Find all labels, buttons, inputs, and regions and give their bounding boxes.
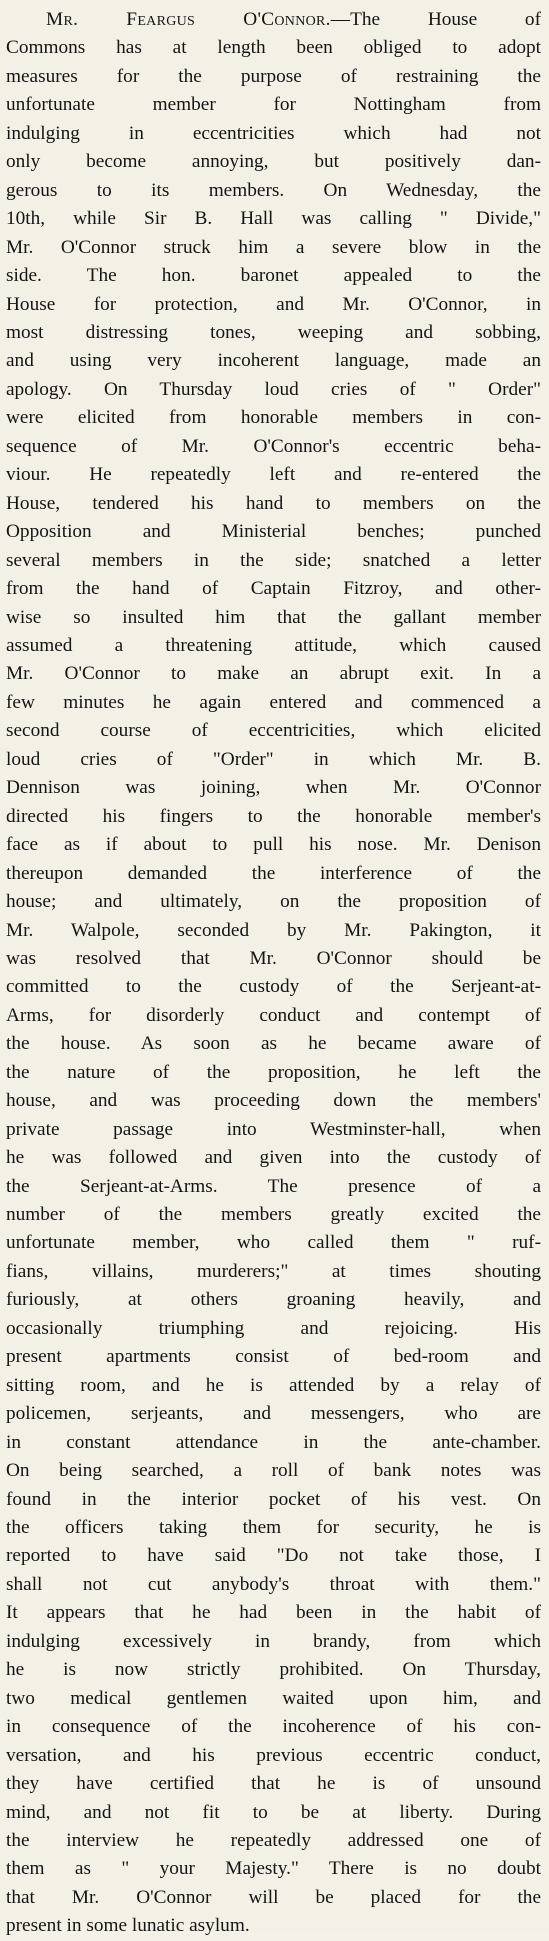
article-line: wise so insulted him that the gallant member (6, 606, 541, 628)
article-line: house; and ultimately, on the proposition of (6, 891, 541, 913)
article-line: directed his fingers to the honorable member's (6, 805, 541, 827)
article-line: private passage into Westminster-hall, when (6, 1118, 541, 1140)
article-line: few minutes he again entered and commenced a (6, 691, 541, 713)
article-line: that Mr. O'Connor will be placed for the (6, 1886, 541, 1908)
article-line: sequence of Mr. O'Connor's eccentric beha- (6, 435, 541, 457)
article-line: sitting room, and he is attended by a relay of (6, 1374, 541, 1396)
article-line: the officers taking them for security, he is (6, 1517, 541, 1539)
article-line: assumed a threatening attitude, which caused (6, 634, 541, 656)
article-line: House, tendered his hand to members on the (6, 492, 541, 514)
article-line: thereupon demanded the interference of the (6, 862, 541, 884)
article-line: in consequence of the incoherence of his con- (6, 1716, 541, 1738)
article-line: unfortunate member for Nottingham from (6, 94, 541, 116)
article-line: unfortunate member, who called them " ruf- (6, 1232, 541, 1254)
article-line: from the hand of Captain Fitzroy, and other- (6, 578, 541, 600)
article-line: furiously, at others groaning heavily, and (6, 1289, 541, 1311)
article-line: two medical gentlemen waited upon him, and (6, 1687, 541, 1709)
article-line-text: —The House of (330, 9, 541, 30)
article-line: loud cries of "Order" in which Mr. B. (6, 748, 541, 770)
article-line (6, 6, 541, 34)
article-line: them as " your Majesty." There is no doubt (6, 1858, 541, 1880)
article-line: mind, and not fit to be at liberty. During (6, 1801, 541, 1823)
article-line: several members in the side; snatched a letter (6, 549, 541, 571)
article-line: occasionally triumphing and rejoicing. His (6, 1317, 541, 1339)
article-line: the interview he repeatedly addressed one of (6, 1830, 541, 1851)
article-line: he was followed and given into the custody of (6, 1147, 541, 1169)
article-line: the Serjeant-at-Arms. The presence of a (6, 1175, 541, 1197)
article-line: number of the members greatly excited the (6, 1204, 541, 1226)
article-line: found in the interior pocket of his vest. On (6, 1488, 541, 1510)
article-line: face as if about to pull his nose. Mr. Denison (6, 834, 541, 856)
article-paragraph (6, 6, 541, 1941)
article-line: second course of eccentricities, which elicited (6, 720, 541, 742)
article-line: Mr. O'Connor to make an abrupt exit. In a (6, 663, 541, 685)
article-line: measures for the purpose of restraining the (6, 65, 541, 87)
article-line: Dennison was joining, when Mr. O'Connor (6, 777, 541, 799)
article-line: policemen, serjeants, and messengers, who are (6, 1403, 541, 1425)
article-line: 10th, while Sir B. Hall was calling " Divide," (6, 208, 541, 230)
article-line: indulging in eccentricities which had not (6, 122, 541, 144)
article-line: he is now strictly prohibited. On Thursday, (6, 1659, 541, 1681)
article-line: Opposition and Ministerial benches; punched (6, 521, 541, 543)
article-line: present apartments consist of bed-room and (6, 1346, 541, 1368)
article-line: shall not cut anybody's throat with them." (6, 1573, 541, 1595)
article-line: committed to the custody of the Serjeant-at- (6, 976, 541, 998)
article-line: fians, villains, murderers;" at times shouting (6, 1260, 541, 1282)
article-headline: Mr. Feargus O'Connor. (46, 9, 331, 30)
article-line: side. The hon. baronet appealed to the (6, 265, 541, 287)
article-line: most distressing tones, weeping and sobbing, (6, 321, 541, 343)
article-line: Commons has at length been obliged to adopt (6, 37, 541, 59)
article-line: only become annoying, but positively dan- (6, 151, 541, 173)
article-line: in constant attendance in the ante-chamber. (6, 1431, 541, 1453)
article-line: reported to have said "Do not take those, I (6, 1545, 541, 1567)
article-line: were elicited from honorable members in con- (6, 407, 541, 429)
article-line: Arms, for disorderly conduct and contempt of (6, 1004, 541, 1026)
article-line: It appears that he had been in the habit of (6, 1602, 541, 1624)
article-line: apology. On Thursday loud cries of " Order" (6, 378, 541, 400)
article-line: and using very incoherent language, made an (6, 350, 541, 372)
article-line: the house. As soon as he became aware of (6, 1033, 541, 1055)
article-line: was resolved that Mr. O'Connor should be (6, 947, 541, 969)
article-line: House for protection, and Mr. O'Connor, in (6, 293, 541, 315)
article-line: present in some lunatic asylum. (6, 1915, 250, 1937)
article-line: On being searched, a roll of bank notes was (6, 1460, 541, 1482)
article-line: house, and was proceeding down the members' (6, 1090, 541, 1112)
article-line: viour. He repeatedly left and re-entered the (6, 464, 541, 486)
article-line: indulging excessively in brandy, from which (6, 1630, 541, 1652)
article-line: versation, and his previous eccentric conduct, (6, 1744, 541, 1766)
article-line: they have certified that he is of unsound (6, 1773, 541, 1795)
article-line: gerous to its members. On Wednesday, the (6, 179, 541, 201)
article-line: the nature of the proposition, he left the (6, 1061, 541, 1083)
article-line: Mr. Walpole, seconded by Mr. Pakington, it (6, 919, 541, 941)
article-line: Mr. O'Connor struck him a severe blow in the (6, 236, 541, 258)
